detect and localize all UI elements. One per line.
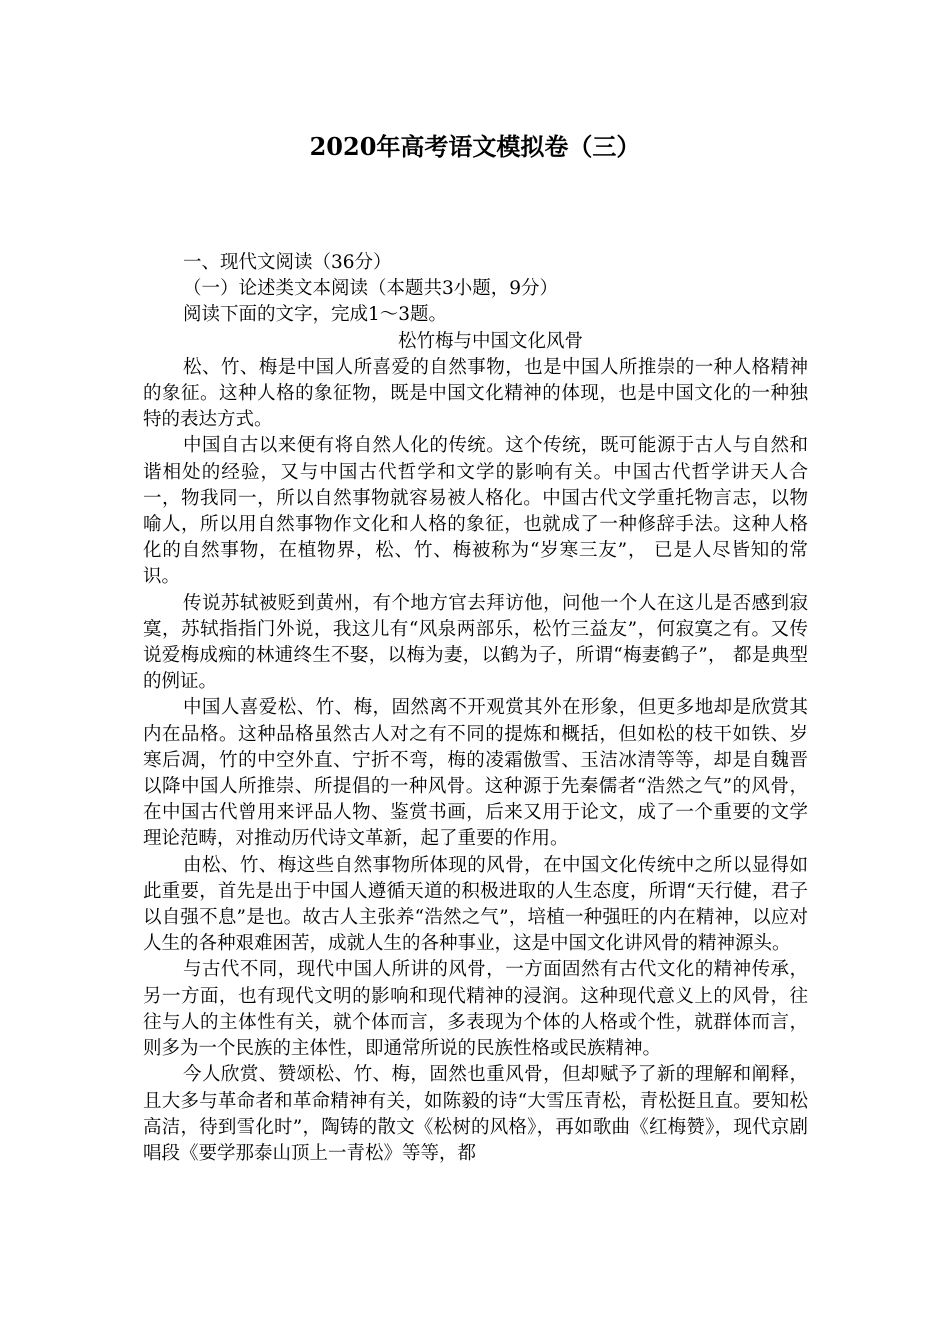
paragraph: 与古代不同，现代中国人所讲的风骨，一方面固然有古代文化的精神传承，另一方面，也有现代文明的影响和现代精神的浸润。这种现代意义上的风骨，往往与人的主体性有关，就个体而言，多表现为个体的人格或个性，就群体而言，则多为一个民族的主体性，即通常所说的民族性格或民族精神。 — [143, 959, 808, 1060]
paragraph: 松、竹、梅是中国人所喜爱的自然事物，也是中国人所推崇的一种人格精神的象征。这种人格的象征物，既是中国文化精神的体现，也是中国文化的一种独特的表达方式。 — [143, 356, 808, 431]
paragraph: 中国自古以来便有将自然人化的传统。这个传统，既可能源于古人与自然和谐相处的经验，又与中国古代哲学和文学的影响有关。中国古代哲学讲天人合一，物我同一，所以自然事物就容易被人格化。中国古代文学重托物言志，以物喻人，所以用自然事物作文化和人格的象征，也就成了一种修辞手法。这种人格化的自然事物，在植物界，松、竹、梅被称为“岁寒三友”， 已是人尽皆知的常识。 — [143, 435, 808, 588]
paragraph: 传说苏轼被贬到黄州，有个地方官去拜访他，问他一个人在这儿是否感到寂寞，苏轼指指门外说，我这儿有“风泉两部乐，松竹三益友”，何寂寞之有。又传说爱梅成痴的林逋终生不娶，以梅为妻，以鹤为子，所谓“梅妻鹤子”， 都是典型的例证。 — [143, 592, 808, 693]
paragraph: 今人欣赏、赞颂松、竹、梅，固然也重风骨，但却赋予了新的理解和阐释，且大多与革命者和革命精神有关，如陈毅的诗“大雪压青松，青松挺且直。要知松高洁，待到雪化时”，陶铸的散文《松树的风格》，再如歌曲《红梅赞》，现代京剧唱段《要学那泰山顶上一青松》等等，都 — [143, 1064, 808, 1164]
subsection-heading: （一）论述类文本阅读（本题共3小题，9分） — [183, 278, 559, 300]
article-title: 松竹梅与中国文化风骨 — [397, 330, 583, 352]
paragraph: 由松、竹、梅这些自然事物所体现的风骨，在中国文化传统中之所以显得如此重要，首先是出于中国人遵循天道的积极进取的人生态度，所谓“天行健，君子以自强不息”是也。故古人主张养“浩然之气”，培植一种强旺的内在精神，以应对人生的各种艰难困苦，成就人生的各种事业，这是中国文化讲风骨的精神源头。 — [143, 854, 808, 955]
section-heading: 一、现代文阅读（36分） — [183, 252, 392, 273]
document-body — [143, 250, 808, 1167]
document-title: 2020年高考语文模拟卷（三） — [309, 132, 641, 161]
reading-instruction: 阅读下面的文字，完成1～3题。 — [183, 304, 448, 326]
paragraph: 中国人喜爱松、竹、梅，固然离不开观赏其外在形象，但更多地却是欣赏其内在品格。这种品格虽然古人对之有不同的提炼和概括，但如松的枝干如铁、岁寒后凋，竹的中空外直、宁折不弯，梅的凌霜傲雪、玉洁冰清等等，却是自魏晋以降中国人所推崇、所提倡的一种风骨。这种源于先秦儒者“浩然之气”的风骨，在中国古代曾用来评品人物、鉴赏书画，后来又用于论文，成了一个重要的文学理论范畴，对推动历代诗文革新，起了重要的作用。 — [143, 697, 808, 850]
